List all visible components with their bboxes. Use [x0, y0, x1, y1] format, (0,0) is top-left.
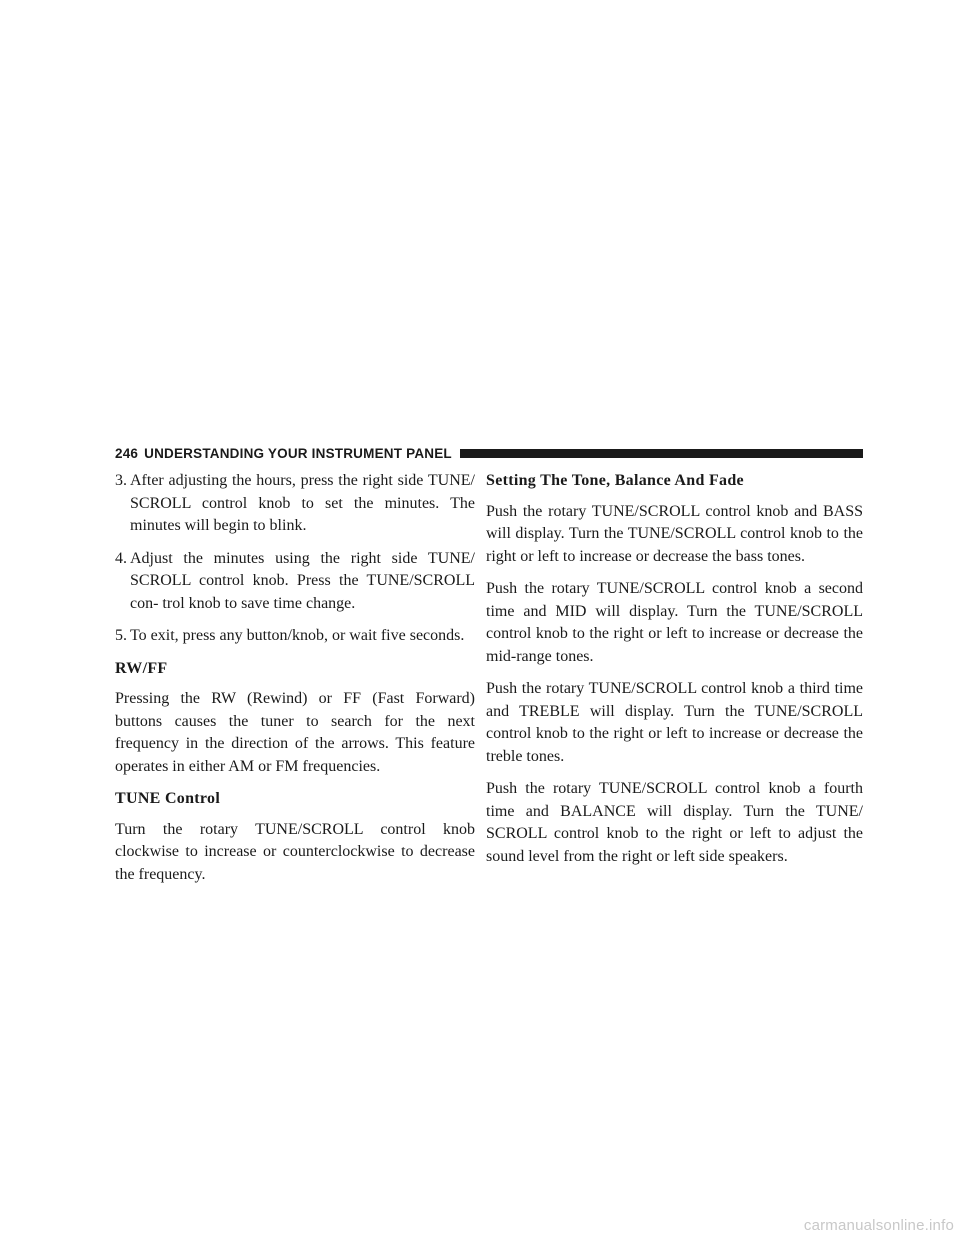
- mid-paragraph: Push the rotary TUNE/SCROLL control knob a second time and MID will display. Turn the TUNE/SCROLL control knob to the right or left to increase or decrease the mid-range tones.: [486, 580, 863, 665]
- list-text: After adjusting the hours, press the right side TUNE/ SCROLL control knob to set the minutes. The minutes will begin to blink.: [130, 472, 475, 534]
- tune-control-paragraph: Turn the rotary TUNE/SCROLL control knob clockwise to increase or counterclockwise to decrease the frequency.: [115, 820, 475, 883]
- list-item-5: [115, 625, 475, 648]
- list-item-3: [115, 470, 475, 538]
- rwff-heading: RW/FF: [115, 659, 168, 677]
- tone-balance-fade-heading: Setting The Tone, Balance And Fade: [486, 472, 744, 489]
- rwff-paragraph: Pressing the RW (Rewind) or FF (Fast Forward) buttons causes the tuner to search for the next frequency in the direction of the arrows. This feature operates in either AM or FM frequencies.: [115, 690, 475, 775]
- page-header: [115, 445, 863, 461]
- bass-paragraph: Push the rotary TUNE/SCROLL control knob and BASS will display. Turn the TUNE/SCROLL control knob to the right or left to increase or decrease the bass tones.: [486, 502, 863, 565]
- list-number: 5.: [115, 627, 127, 644]
- list-number: 3.: [115, 472, 127, 489]
- watermark-logo: carmanualsonline.info: [803, 1217, 954, 1234]
- right-column: [486, 470, 863, 878]
- balance-paragraph: Push the rotary TUNE/SCROLL control knob a fourth time and BALANCE will display. Turn the TUNE/ SCROLL control knob to the right or left to adjust the sound level from the right or left side speakers.: [486, 780, 863, 865]
- left-column: [115, 470, 475, 896]
- list-text: Adjust the minutes using the right side TUNE/ SCROLL control knob. Press the TUNE/SCROLL con- trol knob to save time change.: [130, 549, 475, 612]
- treble-paragraph: Push the rotary TUNE/SCROLL control knob a third time and TREBLE will display. Turn the TUNE/SCROLL control knob to the right or left to increase or decrease the treble tones.: [486, 680, 863, 765]
- list-item-4: [115, 548, 475, 616]
- list-number: 4.: [115, 549, 127, 567]
- tune-control-heading: TUNE Control: [115, 790, 221, 807]
- list-text: To exit, press any button/knob, or wait five seconds.: [130, 627, 465, 644]
- header-rule: [460, 449, 863, 458]
- page-number: 246: [115, 445, 139, 461]
- section-title: UNDERSTANDING YOUR INSTRUMENT PANEL: [144, 445, 452, 461]
